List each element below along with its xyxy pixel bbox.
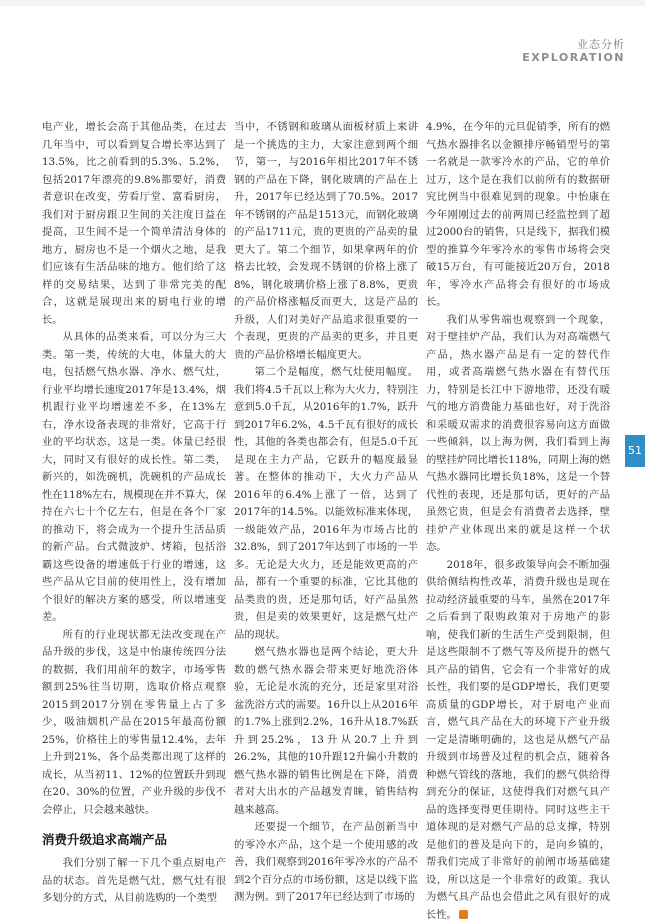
paragraph: 我们从零售端也观察到一个现象，对于壁挂炉产品，我们认为对高端燃气产品，热水器产品是有一定的替代作用，或者高端燃气热水器在有替代压力，特别是长江中下游地带，还没有暖气的地方消费能力基础也好，对于洗浴和采暖双需求的消费很容易向这方面做一些倾斜，以上海为例，我们看到上海的壁挂炉同比增长118%，同期上海的燃气热水器同比增长负18%，这是一个替代性的表现，还是那句话，更好的产品虽然它贵，但是会有消费者去选择，壁挂炉产业体现出来的就是这样一个状态。	[426, 312, 610, 557]
article-column-2	[234, 119, 418, 907]
paragraph: 4.9%，在今年的元旦促销季，所有的燃气热水器排名以金额排序畅销型号的第一名就是一款零冷水的产品，它的单价过万，这个是在我们以前所有的数据研究比例当中很难见到的现象。中怡康在今年刚刚过去的前两周已经监控到了超过2000台的销售，只是线下，据我们模型的推算今年零冷水的零售市场将会突破15万台，有可能接近20万台，2018年，零冷水产品将会有很好的市场成长。	[426, 119, 610, 312]
paragraph: 所有的行业现状都无法改变现在产品升级的步伐，这是中怡康传统四分法的数据，我们用前年的数字，市场零售额到25%往当切期，选取价格点观察2015到2017分别在零售量上占了多少，吸油烟机产品在2015年最高份额25%，价格往上的零售量12.4%，去年上升到21%，各个品类都出现了这样的成长，从当初11、12%的位置跃升到现在20、30%的位置，产业升级的步伐不会停止，只会越来越快。	[42, 627, 226, 820]
section-title-cn: 业态分析	[577, 36, 625, 52]
paragraph-text: 2018年，很多政策导向会不断加强供给侧结构性改革，消费升级也是现在拉动经济最重要的马车，虽然在2017年之后看到了限购政策对于房地产的影响，使我们新的生活生产受到限制，但是这些限制不了燃气等及所提升的燃气具产品的销售，它会有一个非常好的成长性，我们要的是GDP增长，我们更要高质量的GDP增长，对于厨电产业而言，燃气具产品在大的环境下产业升级一定是清晰明确的，这也是从燃气产品升级到市场普及过程的机会点，随着各种燃气管线的落地，我们的燃气供给得到充分的保证，这使得我们对燃气具产品的选择变得更佳期待。同时这些主干道体现的是对燃气产品的总支撑，特别是他们的普及是向下的，是向乡镇的，帮我们完成了非常好的前阐市场基础建设，所以这是一个非常好的政策。我认为燃气具产品也会借此之风有很好的成长性。	[426, 559, 610, 921]
section-subheading: 消费升级追求高端产品	[42, 831, 226, 849]
paragraph: 电产业，增长会高于其他品类，在过去几年当中，可以看到复合增长率达到了13.5%，比之前看到的5.3%、5.2%，包括2017年漂亮的9.8%都要好，消费者意识在改变，劳看厅堂、富看厨房，我们对于厨房跟卫生间的关注度日益在提高，卫生间不是一个简单清洁身体的地方，厨房也不是一个烟火之地，是我们应该有生活品味的地方。他们给了这样的交易结果，达到了非常完美的配合，这就是展现出来的厨电行业的增长。	[42, 119, 226, 329]
paragraph: 当中，不锈钢和玻璃从面板材质上来讲是一个挑选的主力，大家注意到两个细节，第一，与2016年相比2017年不锈钢的产品在下降，钢化玻璃的产品在上升，2017年已经达到了70.5%。2017年不锈钢的产品是1513元，而钢化玻璃的产品1711元，贵的更贵的产品卖的量更大了。第二个细节，如果拿两年的价格去比较，会发现不锈钢的价格上涨了8%，钢化玻璃价格上涨了8.8%，更贵的产品价格涨幅反而更大，这是产品的升级，人们对美好产品追求很重要的一个表现，更贵的产品卖的更多，并且更贵的产品价格增长幅度更大。	[234, 119, 418, 364]
paragraph	[426, 557, 610, 924]
paragraph: 第二个是幅度，燃气灶使用幅度。我们将4.5千瓦以上称为大火力，特别注意到5.0千瓦，从2016年的1.7%，跃升到2017年6.2%，4.5千瓦有很好的成长性，其他的各类也都会有，但是5.0千瓦是现在主力产品，它跃升的幅度最显著。在整体的推动下，大火力产品从2016年的6.4%上涨了一倍，达到了2017年的14.5%。以能效标准来体现，一级能效产品，2016年为市场占比的32.8%，到了2017年达到了市场的一半多。无论是大火力，还是能效更高的产品，都有一个重要的标准，它比其他的品类贵的贵，还是那句话，好产品虽然贵，但是卖的效果更好，这是燃气灶产品的现状。	[234, 364, 418, 644]
paragraph: 我们分别了解一下几个重点厨电产品的状态。首先是燃气灶，燃气灶有很多划分的方式，从目前选购的一个类型	[42, 855, 226, 908]
paragraph: 燃气热水器也是两个结论，更大升数的燃气热水器会带来更好地洗浴体验，无论是水流的充分，还是家里对浴盆洗浴方式的需要。16升以上从2016年的1.7%上涨到2.2%，16升从18.7%跃升到25.2%，13升从20.7上升到26.2%，其他的10升跟12升偏小升数的燃气热水器的销售比例是在下降，消费者对大出水的产品越发青睐，销售结构越来越高。	[234, 644, 418, 819]
header-rule	[0, 0, 645, 6]
section-title-en: EXPLORATION	[522, 51, 625, 64]
paragraph: 还要提一个细节，在产品创新当中的零冷水产品，这个是一个使用感的改善，我们观察到2016年零冷水的产品不到2个百分点的市场份额，这是以线下监测为例。到了2017年已经达到了市场的	[234, 819, 418, 907]
article-end-icon	[459, 910, 468, 919]
page-number-tab: 51	[625, 435, 645, 467]
article-column-3	[426, 119, 610, 924]
article-column-1	[42, 119, 226, 908]
paragraph: 从具体的品类来看，可以分为三大类。第一类，传统的大电，体量大的大电，包括燃气热水器、净水、燃气灶，行业平均增长速度2017年是13.4%，烟机跟行业平均增速差不多，在13%左右，净水设备表现的非常好，它高于行业的平均状态，这是一类。体量已经很大，同时又有很好的成长性。第二类，新兴的，如洗碗机，洗碗机的产品成长性在118%左右，规模现在并不算大，保持在六七十个亿左右，但是在各个厂家的推动下，将会成为一个提升生活品质的新产品。台式微波炉、烤箱，包括浴霸这些设备的增速低于行业的增速，这些产品从它目前的使用性上，没有增加个很好的解决方案的感受，所以增速变差。	[42, 329, 226, 627]
